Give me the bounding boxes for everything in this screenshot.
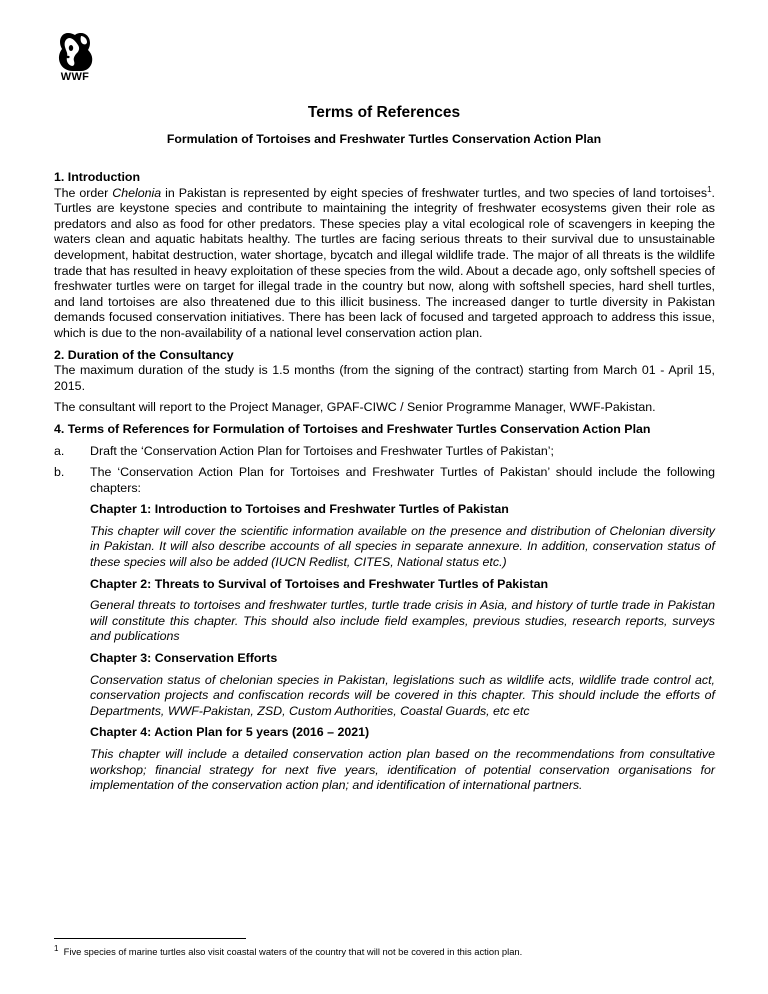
chapter-description: Conservation status of chelonian species in Pakistan, legislations such as wildlife acts, wildlife trade control act, conservation projects and confiscation records will be covered in this chapter. This should include the efforts of Departments, WWF-Pakistan, ZSD, Custom Authorities, Coastal Guards, etc etc	[90, 672, 715, 718]
section-heading-introduction: 1. Introduction	[54, 170, 141, 184]
footnote-text: Five species of marine turtles also visit coastal waters of the country that will not be covered in this action plan.	[63, 946, 523, 957]
logo-text: WWF	[60, 71, 90, 83]
chapter-4	[90, 725, 715, 793]
duration-paragraph: The maximum duration of the study is 1.5 months (from the signing of the contract) starting from March 01 - April 15, 2015.	[54, 363, 715, 393]
list-text: Draft the ‘Conservation Action Plan for Tortoises and Freshwater Turtles of Pakistan’;	[90, 443, 554, 458]
list-item-a	[54, 444, 715, 460]
chapter-description: This chapter will include a detailed conservation action plan based on the recommendations from consultative workshop; financial strategy for next five years, identification of potential conservation organisations for implementation of the conservation action plan; and identification of international partners.	[90, 747, 715, 793]
chelonia-term: Chelonia	[112, 185, 162, 200]
footnote	[54, 943, 715, 958]
reporting-paragraph: The consultant will report to the Project Manager, GPAF-CIWC / Senior Programme Manager, WWF-Pakistan.	[54, 400, 656, 415]
chapter-1	[90, 502, 715, 570]
chapter-description: General threats to tortoises and freshwater turtles, turtle trade crisis in Asia, and history of turtle trade in Pakistan will constitute this chapter. This should also include field examples, previous studies, research reports, surveys and publications	[90, 598, 715, 644]
chapter-title: Chapter 3: Conservation Efforts	[90, 651, 278, 666]
chapter-title: Chapter 1: Introduction to Tortoises and Freshwater Turtles of Pakistan	[90, 502, 509, 517]
introduction-paragraph: The order Chelonia in Pakistan is represented by eight species of freshwater turtles, and two species of land tortoises$^1$. Turtles are keystone species and contribute to maintaining the integrity of freshwater ecosystems given their role as predators and also as food for other predators. These species play a vital ecological role of scavengers in keeping the waters clean and aquatic habitats healthy. The turtles are facing serious threats to their survival due to unsustainable development, habitat destruction, water shortage, bycatch and illegal wildlife trade. The major of all threats is the wildlife trade that has resulted in heavy exploitation of these species from the wild. About a decade ago, only softshell species of freshwater turtles were on target for illegal trade in the country but now, along with softshell species, hard shell turtles, and land tortoises are also threatened due to this illicit business. The increased danger to turtle diversity in Pakistan demands focused conservation initiatives. There has been lack of focused and targeted approach to address this issue, which is due to the non-availability of a national level conservation action plan.	[54, 184, 715, 340]
footnote-reference: 1	[707, 184, 712, 194]
chapter-3	[90, 651, 715, 719]
document-title: Terms of References	[307, 104, 461, 121]
list-item-b	[54, 465, 715, 496]
wwf-logo	[54, 28, 96, 86]
list-label: a.	[54, 443, 65, 458]
list-text: The ‘Conservation Action Plan for Tortoises and Freshwater Turtles of Pakistan’ should include the following chapters:	[90, 465, 715, 495]
chapter-description: This chapter will cover the scientific information available on the presence and distribution of Chelonian diversity in Pakistan. It will also describe accounts of all species in separate annexure. In addition, conservation status of these species will also be added (IUCN Redlist, CITES, National status etc.)	[90, 523, 715, 570]
footnote-marker: 1	[54, 943, 59, 953]
section-heading-terms: 4. Terms of References for Formulation of Tortoises and Freshwater Turtles Conservation Action Plan	[54, 421, 651, 436]
chapter-title: Chapter 2: Threats to Survival of Tortoises and Freshwater Turtles of Pakistan	[90, 576, 549, 591]
panda-logo-icon	[54, 28, 96, 72]
document-subtitle: Formulation of Tortoises and Freshwater Turtles Conservation Action Plan	[166, 132, 602, 146]
document-body	[54, 170, 715, 800]
footnote-divider	[54, 938, 246, 939]
list-label: b.	[54, 465, 65, 480]
section-heading-duration: 2. Duration of the Consultancy	[54, 347, 234, 362]
chapter-title: Chapter 4: Action Plan for 5 years (2016 – 2021)	[90, 725, 370, 740]
chapter-2	[90, 577, 715, 645]
